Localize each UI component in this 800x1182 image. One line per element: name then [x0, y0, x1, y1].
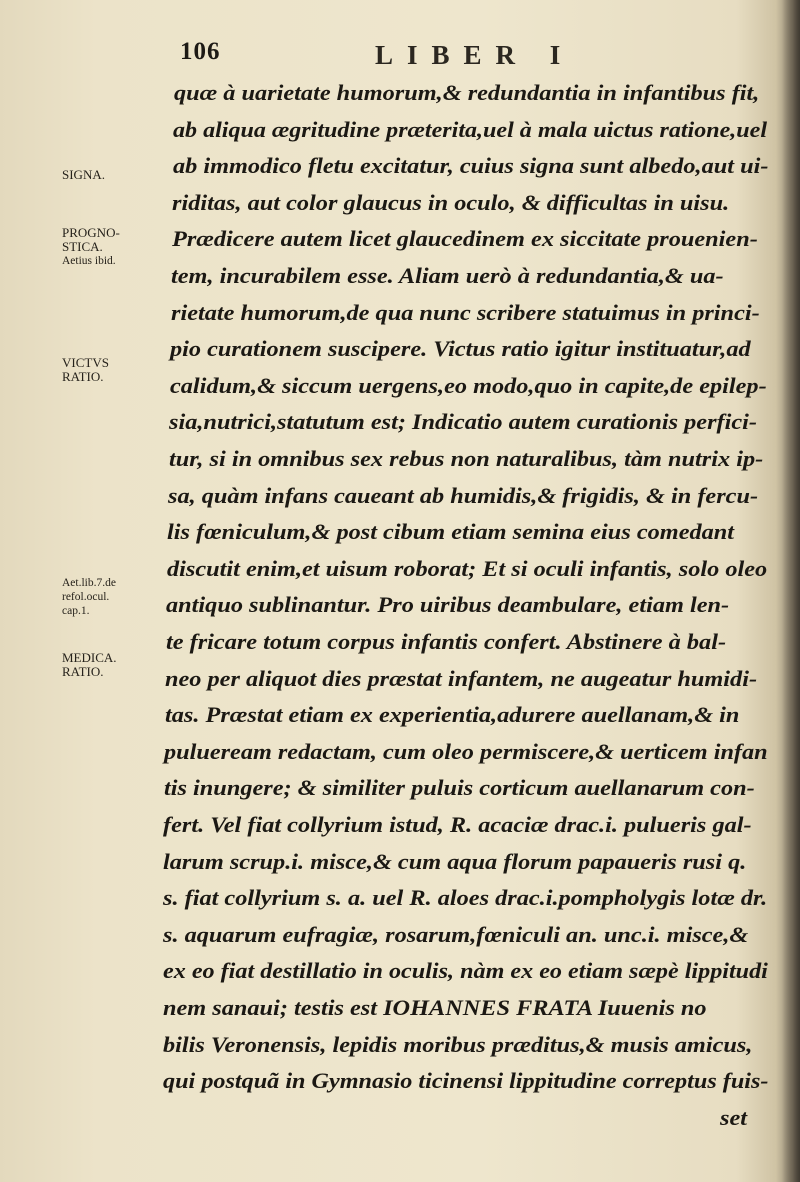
margin-note-line: Aetius ibid. [62, 255, 116, 267]
text-line: nem sanaui; testis est IOHANNES FRATA Iuuenis no [163, 995, 707, 1020]
text-line: antiquo sublinantur. Pro uiribus deambulare, etiam len- [166, 592, 730, 618]
margin-note-line: PROGNO- [62, 225, 120, 240]
text-line: tas. Præstat etiam ex experientia,adurere auellanam,& in [164, 702, 740, 728]
margin-note-line: RATIO. [62, 664, 104, 679]
text-line: sia,nutrici,statutum est; Indicatio autem curationis perfici- [169, 409, 758, 435]
text-line: tur, si in omnibus sex rebus non naturalibus, tàm nutrix ip- [168, 446, 763, 471]
text-line: larum scrup.i. misce,& cum aqua florum papaueris rusi q. [163, 848, 747, 874]
text-line: ab immodico fletu excitatur, cuius signa sunt albedo,aut ui- [172, 153, 769, 179]
margin-note-victus [62, 356, 109, 384]
margin-note-medica [62, 651, 117, 679]
text-line: ab aliqua ægritudine præterita,uel à mala uictus ratione,uel [173, 116, 768, 142]
margin-note-line: VICTVS [62, 355, 109, 370]
margin-note-line: MEDICA. [62, 650, 117, 665]
running-head: LIBER I [375, 40, 575, 70]
text-line: discutit enim,et uisum roborat; Et si oculi infantis, solo oleo [166, 555, 768, 581]
text-line: quæ à uarietate humorum,& redundantia in infantibus fit, [174, 80, 760, 105]
margin-note-aetius-ref [62, 576, 116, 618]
text-line: tis inungere; & similiter puluis corticum auellanarum con- [163, 775, 755, 801]
text-line: te fricare totum corpus infantis confert. Abstinere à bal- [165, 629, 726, 654]
text-line: tem, incurabilem esse. Aliam uerò à redundantia,& ua- [171, 263, 724, 288]
margin-note-line: Aet.lib.7.de [62, 577, 116, 589]
text-line: fert. Vel fiat collyrium istud, R. acaciæ drac.i. pulueris gal- [163, 812, 752, 837]
margin-note-signa [62, 168, 105, 182]
text-line: lis fœniculum,& post cibum etiam semina eius comedant [167, 519, 735, 545]
margin-note-line: refol.ocul. [62, 591, 110, 603]
folio-number: 106 [180, 38, 221, 65]
margin-note-line: STICA. [62, 239, 103, 254]
text-line: set [720, 1104, 747, 1130]
text-line: riditas, aut color glaucus in oculo, & difficultas in uisu. [172, 189, 730, 215]
text-line: pulueream redactam, cum oleo permiscere,& uerticem infan [164, 738, 768, 764]
text-line: neo per aliquot dies præstat infantem, ne augeatur humidi- [165, 665, 758, 691]
text-line: pio curationem suscipere. Victus ratio igitur instituatur,ad [170, 336, 751, 362]
text-line: ex eo fiat destillatio in oculis, nàm ex eo etiam sæpè lippitudi [163, 958, 768, 984]
text-line: s. fiat collyrium s. a. uel R. aloes drac.i.pompholygis lotæ dr. [163, 885, 768, 911]
text-line: qui postquã in Gymnasio ticinensi lippitudine correptus fuis- [163, 1068, 769, 1094]
text-line: bilis Veronensis, lepidis moribus præditus,& musis amicus, [163, 1031, 753, 1057]
margin-note-line: SIGNA. [62, 167, 105, 182]
page-header [175, 38, 735, 78]
margin-note-line: RATIO. [62, 369, 104, 384]
text-line: rietate humorum,de qua nunc scribere statuimus in princi- [170, 299, 760, 325]
text-line: Prædicere autem licet glaucedinem ex siccitate prouenien- [171, 226, 758, 252]
text-line: sa, quàm infans caueant ab humidis,& frigidis, & in fercu- [167, 482, 758, 508]
text-line: s. aquarum eufragiæ, rosarum,fœniculi an. unc.i. misce,& [163, 921, 749, 947]
margin-note-prognostica [62, 226, 120, 268]
margin-notes [62, 0, 174, 1182]
page-edge-shadow [782, 0, 800, 1182]
text-line: calidum,& siccum uergens,eo modo,quo in capite,de epilep- [169, 372, 767, 398]
body-text [160, 80, 780, 1160]
margin-note-line: cap.1. [62, 605, 90, 617]
